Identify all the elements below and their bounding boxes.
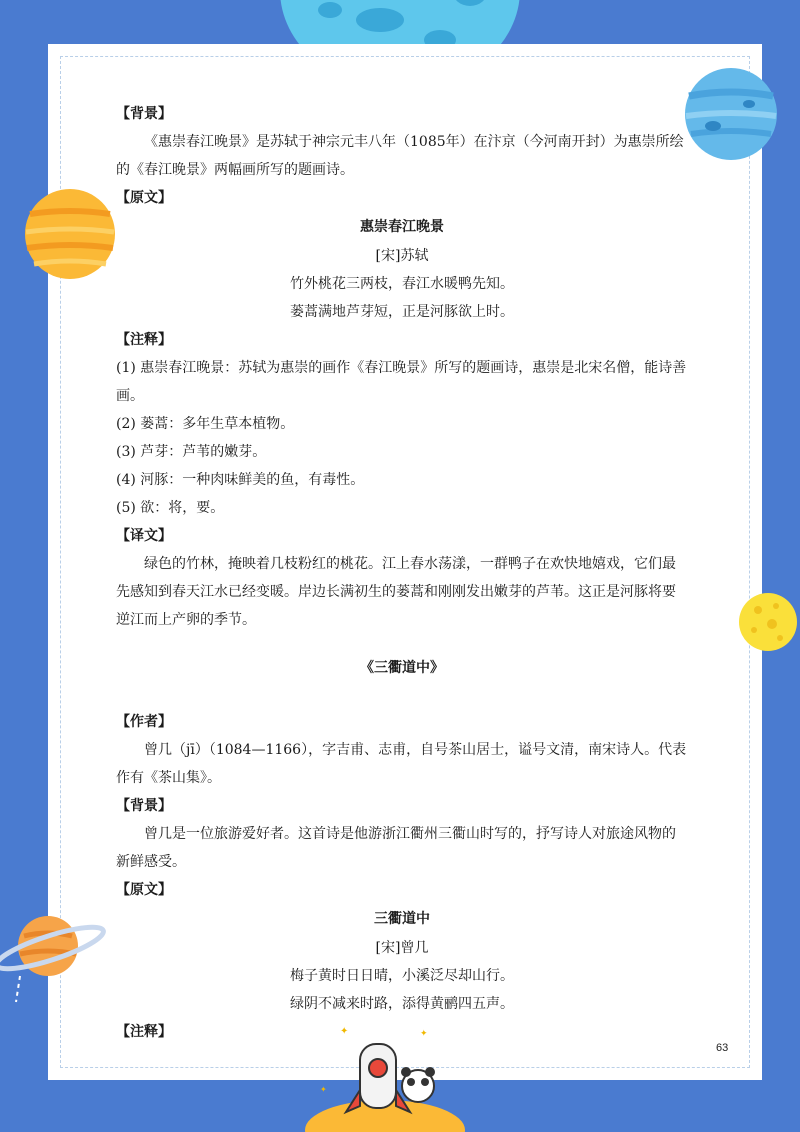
original-label: 【原文】 [116,882,172,898]
planet-left-icon [22,186,118,282]
poem-title: 三衢道中 [374,911,430,927]
background-label: 【背景】 [116,798,172,814]
page-number: 63 [716,1042,729,1054]
poem-line: 绿阴不减来时路，添得黄鹂四五声。 [290,996,514,1012]
note-item: (5) 欲：将，要。 [116,500,225,516]
background-paragraph: 曾几是一位旅游爱好者。这首诗是他游浙江衢州三衢山时写的，抒写诗人对旅途风物的新鲜感受。 [116,826,676,870]
svg-text:✦: ✦ [340,1026,349,1037]
moon-right-icon [736,590,800,654]
background-paragraph: 《惠崇春江晚景》是苏轼于神宗元丰八年（1085年）在汴京（今河南开封）为惠崇所绘的《春江晚景》两幅画所写的题画诗。 [116,134,684,178]
note-item: (1) 惠崇春江晚景：苏轼为惠崇的画作《春江晚景》所写的题画诗，惠崇是北宋名僧，能诗善画。 [116,360,687,404]
poem-line: 竹外桃花三两枝，春江水暖鸭先知。 [290,276,514,292]
note-item: (4) 河豚：一种肉味鲜美的鱼，有毒性。 [116,472,365,488]
translation-label: 【译文】 [116,528,172,544]
svg-text:✦: ✦ [320,1085,327,1094]
author-label: 【作者】 [116,714,172,730]
svg-text:✦: ✦ [420,1029,428,1039]
poem-author: [宋]苏轼 [375,248,429,264]
document-body [116,100,688,1046]
poem-author: [宋]曾几 [375,940,429,956]
notes-label: 【注释】 [116,1024,172,1040]
saturn-icon [0,906,110,1006]
poem-line: 蒌蒿满地芦芽短，正是河豚欲上时。 [290,304,514,320]
notes-label: 【注释】 [116,332,172,348]
poem-line: 梅子黄时日日晴，小溪泛尽却山行。 [290,968,514,984]
poem-title: 惠崇春江晚景 [360,219,444,235]
original-label: 【原文】 [116,190,172,206]
section-title: 《三衢道中》 [360,660,444,676]
background-label: 【背景】 [116,106,172,122]
translation-paragraph: 绿色的竹林，掩映着几枝粉红的桃花。江上春水荡漾，一群鸭子在欢快地嬉戏，它们最先感知到春天江水已经变暖。岸边长满初生的蒌蒿和刚刚发出嫩芽的芦苇。这正是河豚将要逆江而上产卵的季节。 [116,556,676,628]
author-paragraph: 曾几（jī）（1084—1166），字吉甫、志甫，自号茶山居士，谥号文清，南宋诗人。代表作有《茶山集》。 [116,742,687,786]
note-item: (3) 芦芽：芦苇的嫩芽。 [116,444,267,460]
note-item: (2) 蒌蒿：多年生草本植物。 [116,416,295,432]
planet-right-icon [683,66,779,162]
